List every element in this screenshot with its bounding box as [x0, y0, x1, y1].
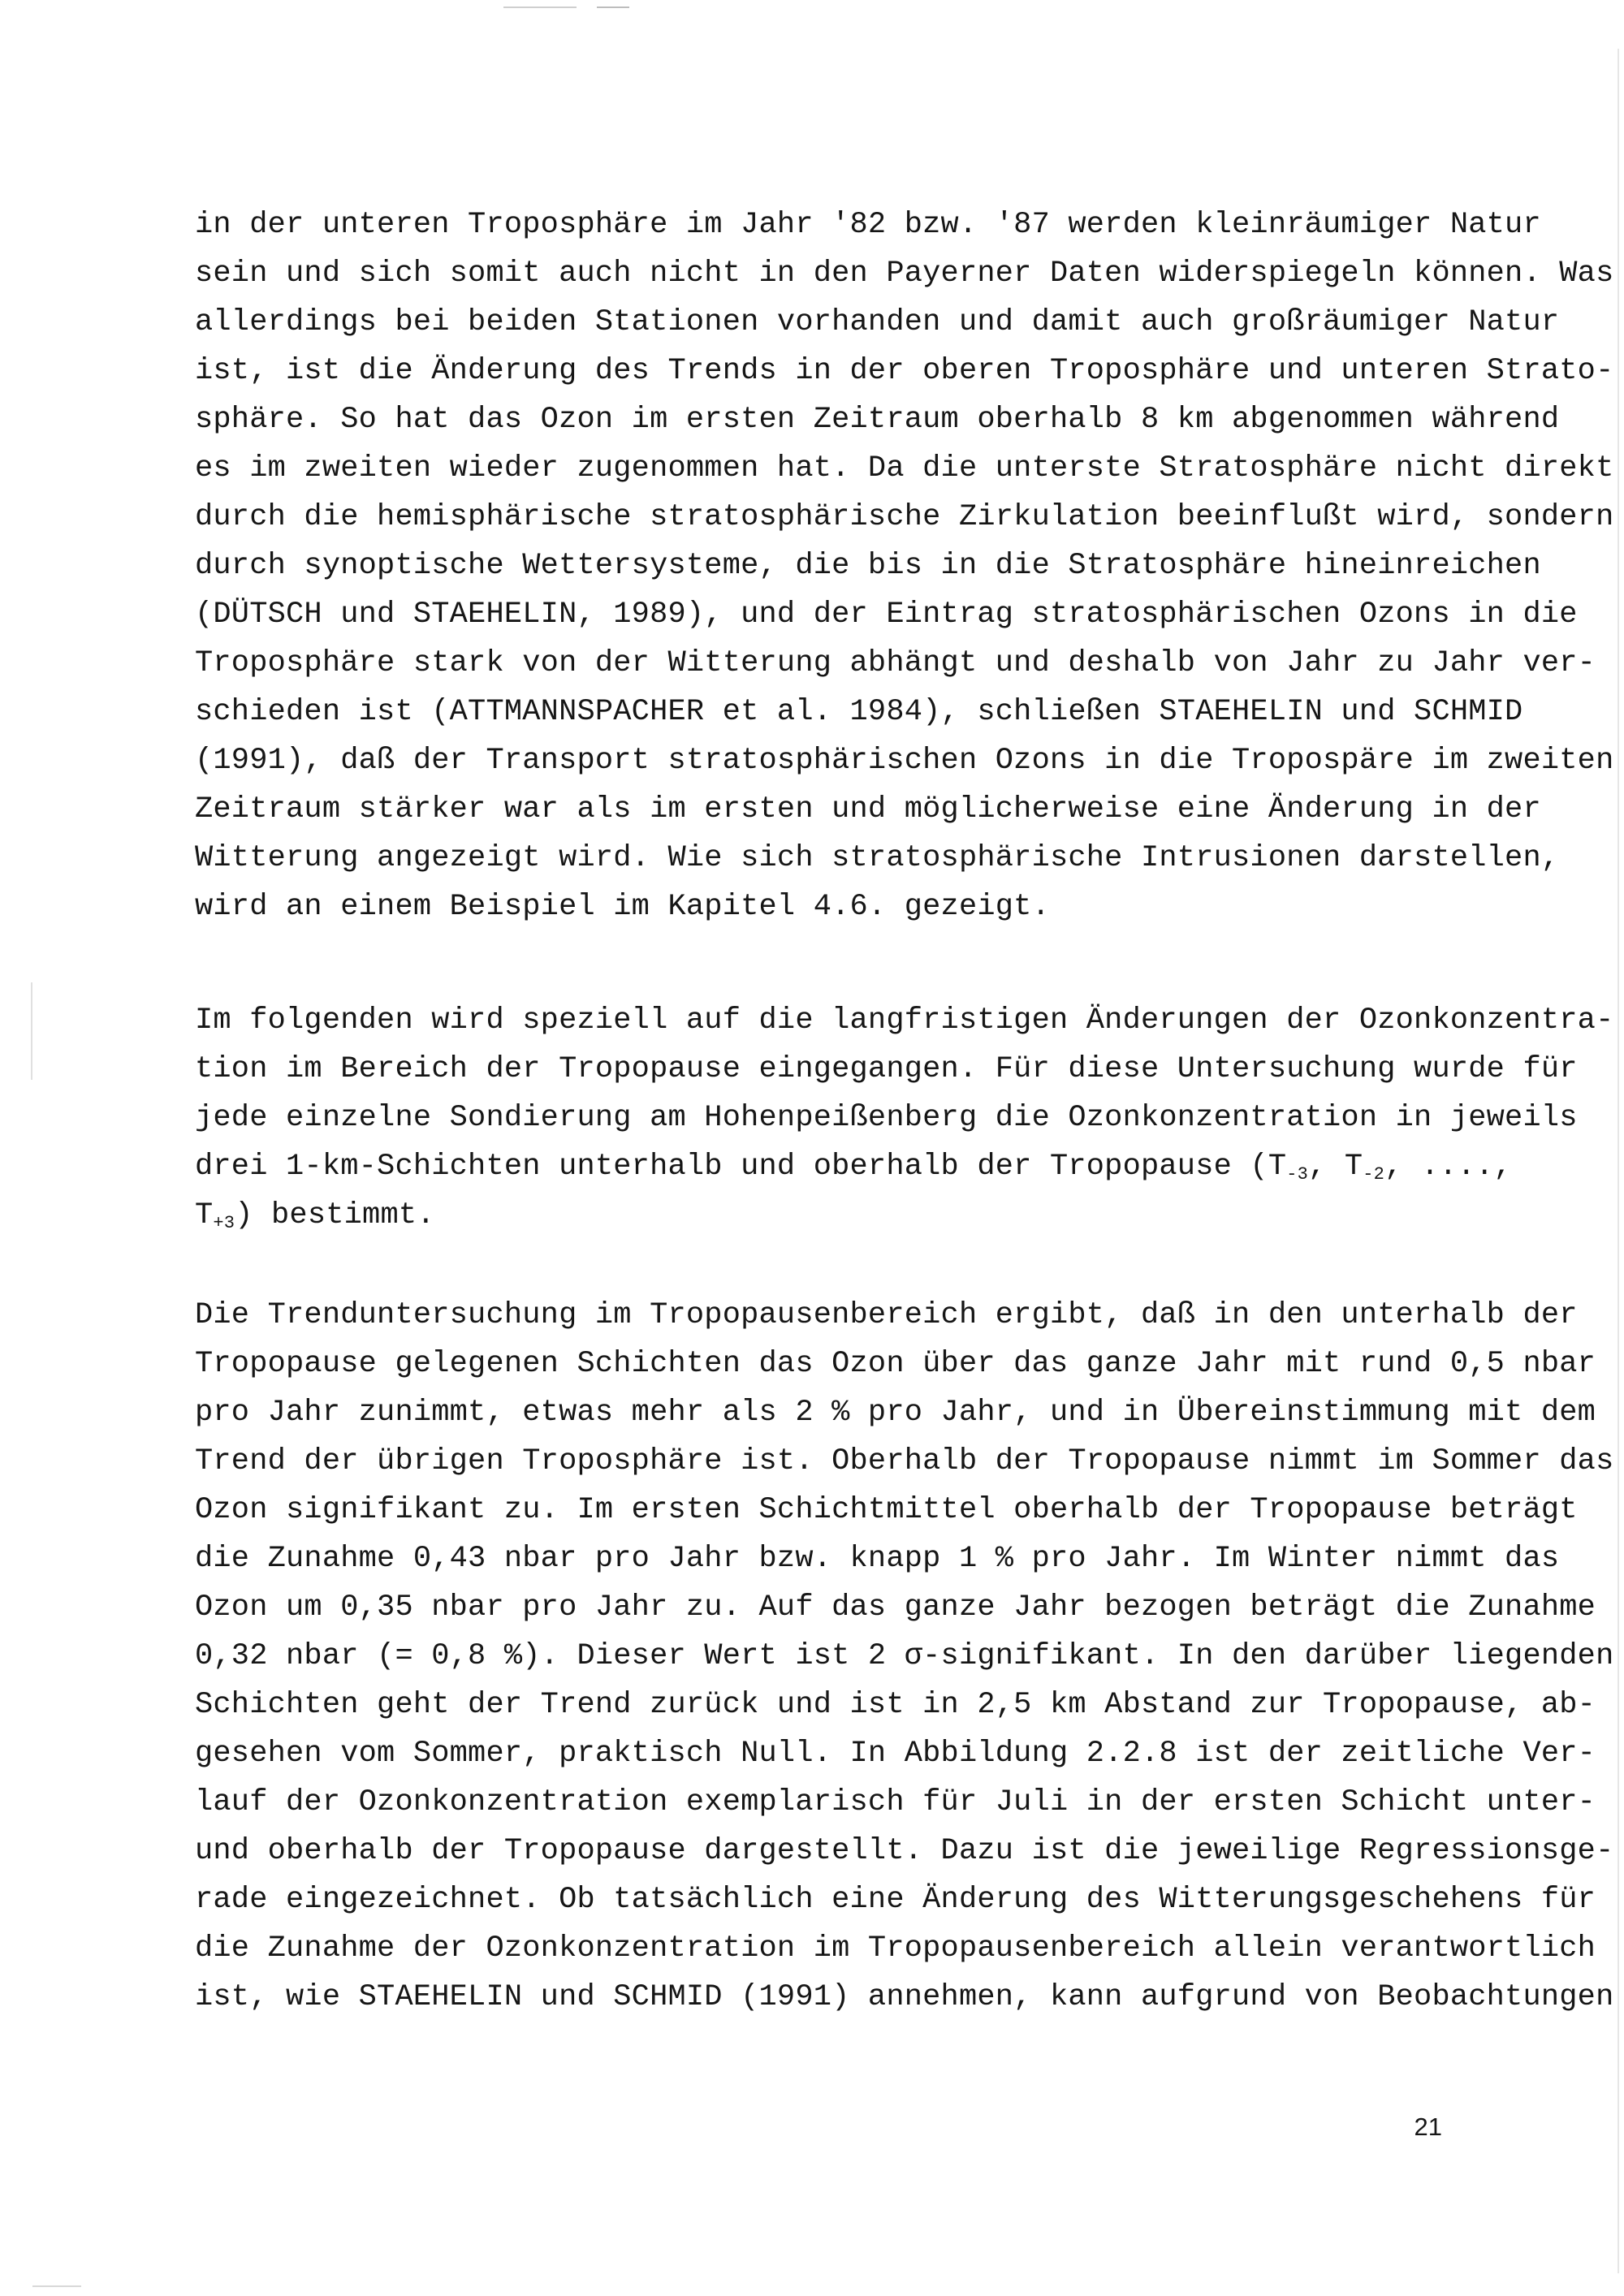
- text-fragment: T: [195, 1198, 214, 1232]
- text-line: Trend der übrigen Troposphäre ist. Oberhalb der Tropopause nimmt im Sommer das: [195, 1444, 1614, 1478]
- text-line: durch die hemisphärische stratosphärische Zirkulation beeinflußt wird, sondern: [195, 500, 1614, 534]
- page-number: 21: [1414, 2113, 1442, 2141]
- text-line: pro Jahr zunimmt, etwas mehr als 2 % pro Jahr, und in Übereinstimmung mit dem: [195, 1396, 1596, 1430]
- text-line: Die Trenduntersuchung im Tropopausenbereich ergibt, daß in den unterhalb der: [195, 1298, 1578, 1332]
- scan-artifact-bottom: [32, 2285, 81, 2287]
- text-line: Tropopause gelegenen Schichten das Ozon über das ganze Jahr mit rund 0,5 nbar: [195, 1347, 1596, 1381]
- text-line: lauf der Ozonkonzentration exemplarisch für Juli in der ersten Schicht unter-: [195, 1785, 1596, 1819]
- text-line: durch synoptische Wettersysteme, die bis in die Stratosphäre hineinreichen: [195, 549, 1541, 583]
- text-line: die Zunahme der Ozonkonzentration im Tropopausenbereich allein verantwortlich: [195, 1931, 1596, 1966]
- text-line-with-subscripts: [195, 1191, 1445, 1240]
- text-line: Ozon signifikant zu. Im ersten Schichtmittel oberhalb der Tropopause beträgt: [195, 1493, 1578, 1527]
- paragraph-2: [195, 996, 1614, 1240]
- text-line: Witterung angezeigt wird. Wie sich stratosphärische Intrusionen darstellen,: [195, 841, 1560, 875]
- scan-artifact-top-2: [597, 6, 629, 8]
- text-line: Im folgenden wird speziell auf die langfristigen Änderungen der Ozonkonzentra-: [195, 1003, 1614, 1038]
- paragraph-1: [195, 201, 1614, 931]
- paragraph-3: [195, 1291, 1614, 2022]
- text-line: tion im Bereich der Tropopause eingegangen. Für diese Untersuchung wurde für: [195, 1052, 1578, 1086]
- text-line: rade eingezeichnet. Ob tatsächlich eine Änderung des Witterungsgeschehens für: [195, 1883, 1596, 1917]
- text-line: gesehen vom Sommer, praktisch Null. In Abbildung 2.2.8 ist der zeitliche Ver-: [195, 1737, 1596, 1771]
- text-line: Zeitraum stärker war als im ersten und möglicherweise eine Änderung in der: [195, 792, 1541, 826]
- text-fragment: ) bestimmt.: [235, 1198, 435, 1232]
- text-line: Troposphäre stark von der Witterung abhängt und deshalb von Jahr zu Jahr ver-: [195, 646, 1596, 680]
- text-line: in der unteren Troposphäre im Jahr '82 bzw. '87 werden kleinräumiger Natur: [195, 208, 1541, 242]
- subscript: -2: [1363, 1164, 1385, 1185]
- text-line: sphäre. So hat das Ozon im ersten Zeitraum oberhalb 8 km abgenommen während: [195, 403, 1560, 437]
- text-line: die Zunahme 0,43 nbar pro Jahr bzw. knapp 1 % pro Jahr. Im Winter nimmt das: [195, 1542, 1560, 1576]
- scan-artifact-right-edge: [1618, 49, 1619, 2273]
- text-line: schieden ist (ATTMANNSPACHER et al. 1984), schließen STAEHELIN und SCHMID: [195, 695, 1523, 729]
- text-line: 0,32 nbar (= 0,8 %). Dieser Wert ist 2 σ-signifikant. In den darüber liegenden: [195, 1639, 1614, 1673]
- text-line: Schichten geht der Trend zurück und ist in 2,5 km Abstand zur Tropopause, ab-: [195, 1688, 1596, 1722]
- scan-artifact-top: [503, 6, 577, 8]
- text-line: jede einzelne Sondierung am Hohenpeißenberg die Ozonkonzentration in jeweils: [195, 1101, 1578, 1135]
- text-line: ist, ist die Änderung des Trends in der oberen Troposphäre und unteren Strato-: [195, 354, 1614, 388]
- subscript: +3: [213, 1213, 235, 1233]
- text-fragment: , T: [1308, 1150, 1363, 1184]
- text-line: (DÜTSCH und STAEHELIN, 1989), und der Eintrag stratosphärischen Ozons in die: [195, 598, 1578, 632]
- subscript: -3: [1286, 1164, 1309, 1185]
- text-line: (1991), daß der Transport stratosphärischen Ozons in die Tropospäre im zweiten: [195, 744, 1614, 778]
- text-line: sein und sich somit auch nicht in den Payerner Daten widerspiegeln können. Was: [195, 257, 1614, 291]
- scan-artifact-left-edge: [31, 982, 32, 1080]
- text-line-with-subscripts: [195, 1142, 1512, 1191]
- text-line: allerdings bei beiden Stationen vorhanden und damit auch großräumiger Natur: [195, 305, 1560, 339]
- text-line: wird an einem Beispiel im Kapitel 4.6. gezeigt.: [195, 890, 1050, 924]
- text-fragment: , ....,: [1384, 1150, 1512, 1184]
- text-line: ist, wie STAEHELIN und SCHMID (1991) annehmen, kann aufgrund von Beobachtungen: [195, 1980, 1614, 2014]
- text-line: Ozon um 0,35 nbar pro Jahr zu. Auf das ganze Jahr bezogen beträgt die Zunahme: [195, 1590, 1596, 1625]
- text-line: es im zweiten wieder zugenommen hat. Da die unterste Stratosphäre nicht direkt: [195, 451, 1614, 486]
- text-line: und oberhalb der Tropopause dargestellt. Dazu ist die jeweilige Regressionsge-: [195, 1834, 1614, 1868]
- text-fragment: drei 1-km-Schichten unterhalb und oberhalb der Tropopause (T: [195, 1150, 1287, 1184]
